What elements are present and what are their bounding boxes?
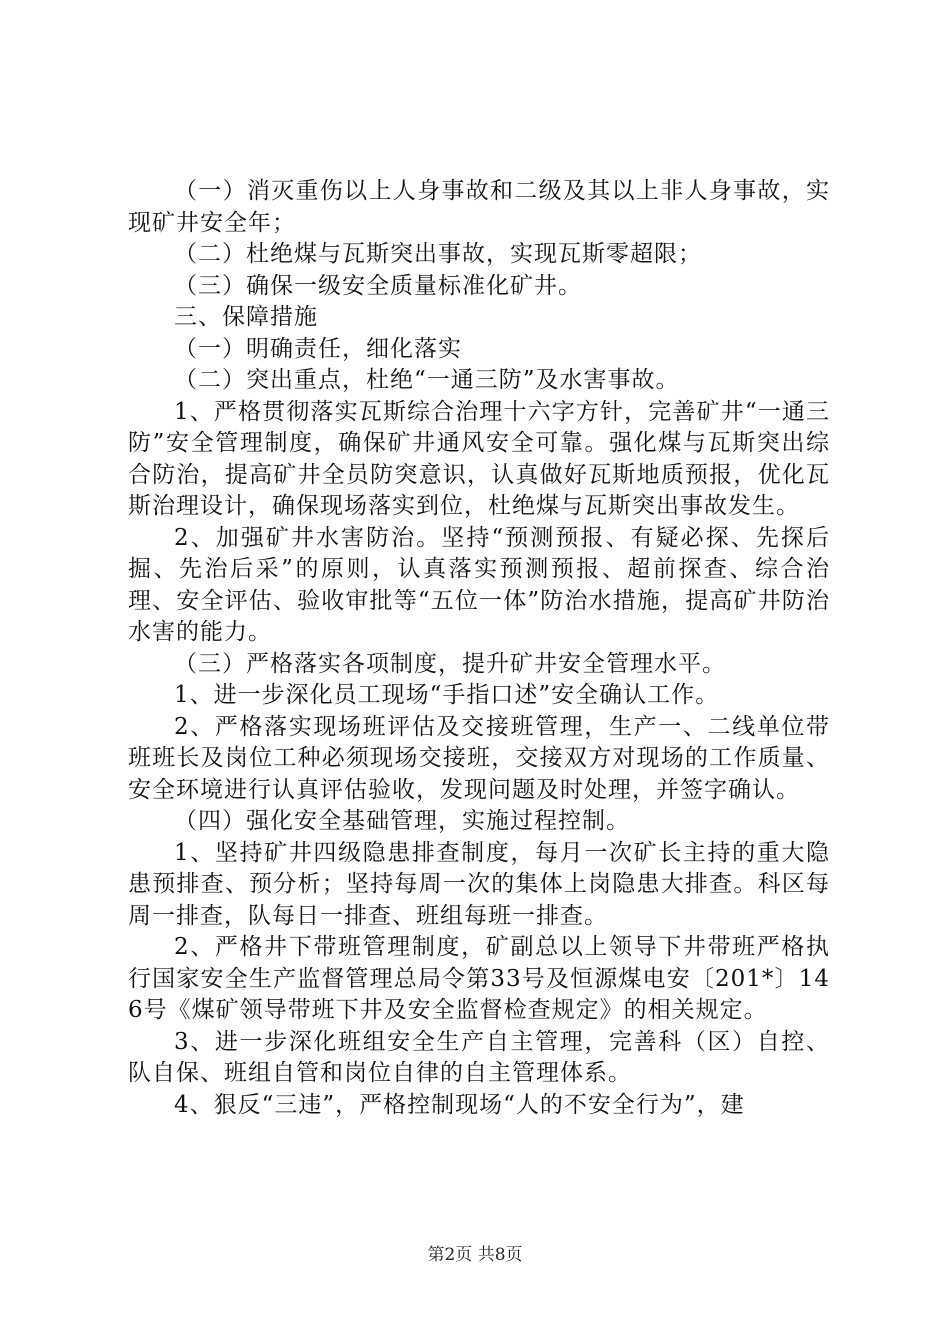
water-control-paragraph: 2、加强矿井水害防治。坚持“预测预报、有疑必探、先探后掘、先治后采”的原则，认真落实预测预报、超前探查、综合治理、安全评估、验收审批等“五位一体”防治水措施，提高矿井防治水害的能力。 [128,524,830,645]
section-heading-measures: 三、保障措施 [174,304,318,330]
finger-pointing-paragraph: 1、进一步深化员工现场“手指口述”安全确认工作。 [174,682,720,708]
subheading-responsibility: （一）明确责任，细化落实 [174,335,462,362]
three-violations-paragraph: 4、狠反“三违”，严格控制现场“人的不安全行为”，建 [174,1091,745,1118]
document-body [128,176,830,1121]
leader-shift-paragraph: 2、严格井下带班管理制度，矿副总以上领导下井带班严格执行国家安全生产监督管理总局令第33号及恒源煤电安〔201*〕146号《煤矿领导带班下井及安全监督检查规定》的相关规定。 [128,934,830,1023]
hazard-check-paragraph: 1、坚持矿井四级隐患排查制度，每月一次矿长主持的重大隐患预排查、预分析；坚持每周一次的集体上岗隐患大排查。科区每周一排查，队每日一排查、班组每班一排查。 [128,839,830,929]
subheading-key-points: （二）突出重点，杜绝“一通三防”及水害事故。 [174,367,680,393]
subheading-basic-management: （四）强化安全基础管理，实施过程控制。 [174,808,630,834]
team-self-management-paragraph: 3、进一步深化班组安全生产自主管理，完善科（区）自控、队自保、班组自管和岗位自律的自主管理体系。 [128,1028,830,1086]
shift-handover-paragraph: 2、严格落实现场班评估及交接班管理，生产一、二线单位带班班长及岗位工种必须现场交接班，交接双方对现场的工作质量、安全环境进行认真评估验收，发现问题及时处理，并签字确认。 [128,713,830,803]
goal-paragraph-2: （二）杜绝煤与瓦斯突出事故，实现瓦斯零超限； [174,241,702,267]
gas-control-paragraph: 1、严格贯彻落实瓦斯综合治理十六字方针，完善矿井“一通三防”安全管理制度，确保矿井通风安全可靠。强化煤与瓦斯突出综合防治，提高矿井全员防突意识，认真做好瓦斯地质预报，优化瓦斯治理设计，确保现场落实到位，杜绝煤与瓦斯突出事故发生。 [128,398,830,519]
subheading-systems: （三）严格落实各项制度，提升矿井安全管理水平。 [174,650,726,677]
goal-paragraph-1: （一）消灭重伤以上人身事故和二级及其以上非人身事故，实现矿井安全年； [128,178,830,236]
goal-paragraph-3: （三）确保一级安全质量标准化矿井。 [174,272,582,299]
page-number-footer: 第2页 共8页 [427,1245,523,1265]
